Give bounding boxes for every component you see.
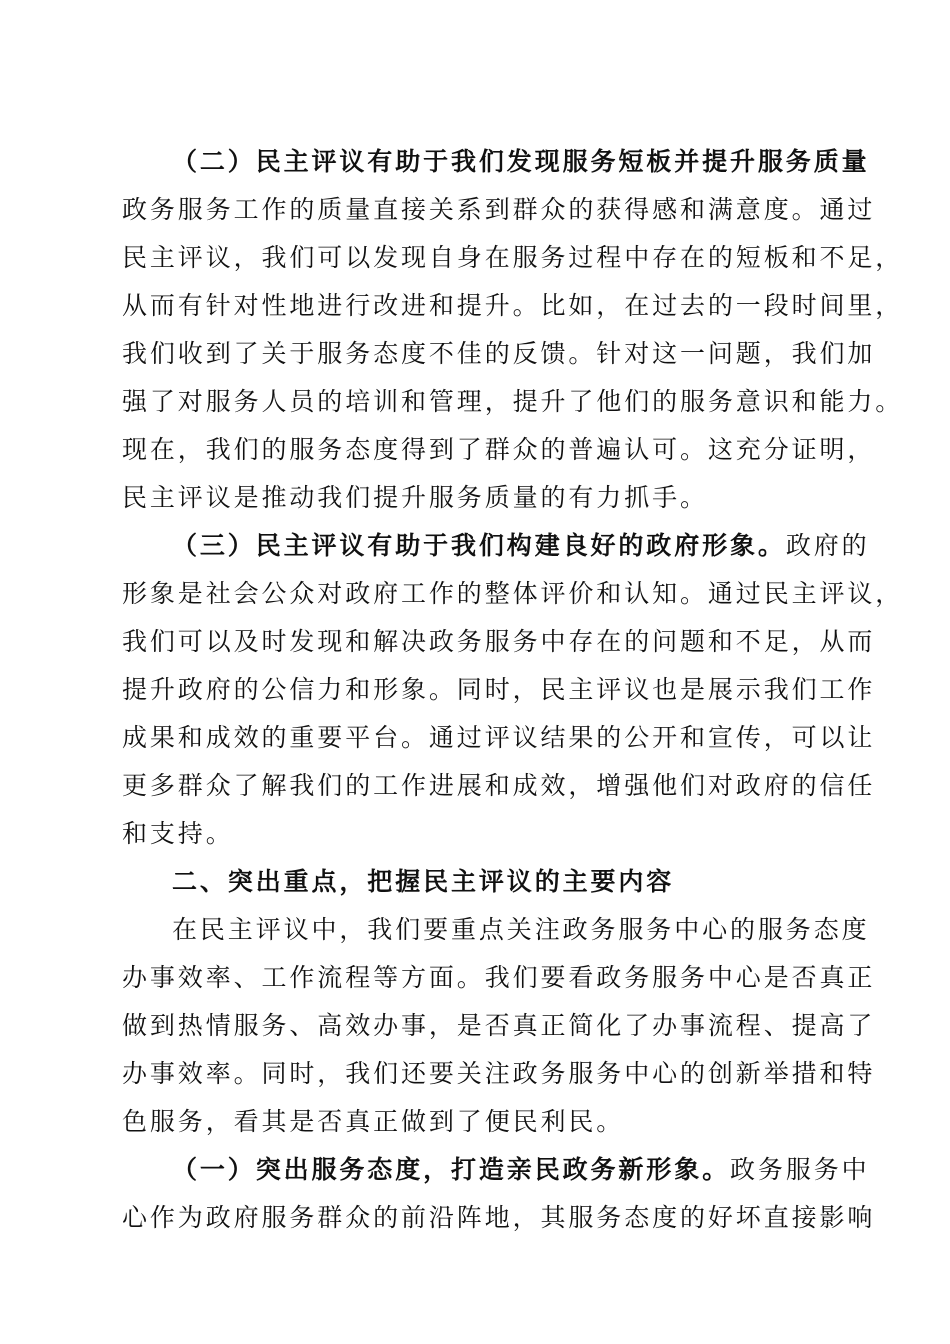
paragraph-line: 现在，我们的服务态度得到了群众的普遍认可。这充分证明， <box>122 435 876 464</box>
paragraph-line: 政务服务工作的质量直接关系到群众的获得感和满意度。通过 <box>122 195 876 224</box>
paragraph-line: 做到热情服务、高效办事，是否真正简化了办事流程、提高了 <box>122 1011 876 1040</box>
subheading-2: （二）民主评议有助于我们发现服务短板并提升服务质量 <box>172 147 870 176</box>
subheading-1: （一）突出服务态度，打造亲民政务新形象。 <box>172 1155 731 1184</box>
paragraph-line: 从而有针对性地进行改进和提升。比如，在过去的一段时间里， <box>122 291 904 320</box>
subheading-3: （三）民主评议有助于我们构建良好的政府形象。 <box>172 531 786 560</box>
subheading-1-trailing-text: 政务服务中 <box>730 1155 870 1184</box>
paragraph-line: 更多群众了解我们的工作进展和成效，增强他们对政府的信任 <box>122 771 876 800</box>
paragraph-line: 形象是社会公众对政府工作的整体评价和认知。通过民主评议， <box>122 579 904 608</box>
subheading-1-line <box>172 1154 870 1186</box>
paragraph-line: 民主评议，我们可以发现自身在服务过程中存在的短板和不足， <box>122 243 904 272</box>
paragraph-line: 成果和成效的重要平台。通过评议结果的公开和宣传，可以让 <box>122 723 876 752</box>
paragraph-line: 色服务，看其是否真正做到了便民利民。 <box>122 1107 625 1136</box>
paragraph-line: 强了对服务人员的培训和管理，提升了他们的服务意识和能力。 <box>122 387 904 416</box>
subheading-3-line <box>172 530 870 562</box>
paragraph-line: 民主评议是推动我们提升服务质量的有力抓手。 <box>122 483 708 512</box>
paragraph-line: 办事效率、工作流程等方面。我们要看政务服务中心是否真正 <box>122 963 876 992</box>
subheading-3-trailing-text: 政府的 <box>785 531 870 560</box>
paragraph-line: 在民主评议中，我们要重点关注政务服务中心的服务态度 <box>172 915 870 944</box>
paragraph-line: 心作为政府服务群众的前沿阵地，其服务态度的好坏直接影响 <box>122 1203 876 1232</box>
paragraph-line: 我们可以及时发现和解决政务服务中存在的问题和不足，从而 <box>122 627 876 656</box>
section-heading-2: 二、突出重点，把握民主评议的主要内容 <box>172 867 675 896</box>
paragraph-line: 办事效率。同时，我们还要关注政务服务中心的创新举措和特 <box>122 1059 876 1088</box>
paragraph-line: 我们收到了关于服务态度不佳的反馈。针对这一问题，我们加 <box>122 339 876 368</box>
paragraph-line: 和支持。 <box>122 819 234 848</box>
paragraph-line: 提升政府的公信力和形象。同时，民主评议也是展示我们工作 <box>122 675 876 704</box>
